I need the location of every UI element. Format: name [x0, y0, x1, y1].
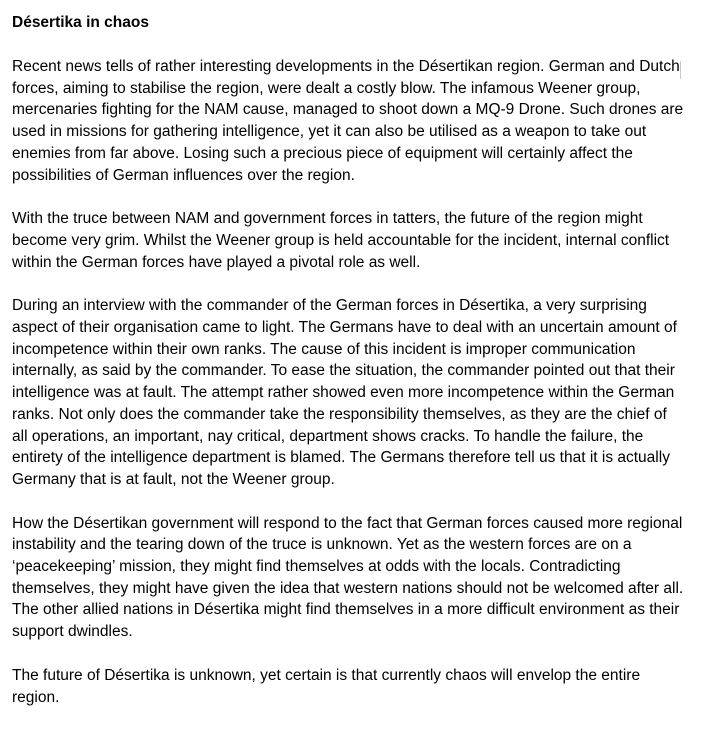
document-body	[12, 12, 684, 708]
paragraph-conclusion: The future of Désertika is unknown, yet certain is that currently chaos will envelop the entire region.	[12, 666, 641, 706]
paragraph-truce: With the truce between NAM and government forces in tatters, the future of the region might become very grim. Whilst the Weener group is held accountable for the incident, internal conflict within the German forces have played a pivotal role as well.	[12, 210, 670, 271]
paragraph-drone-incident: Recent news tells of rather interesting developments in the Désertikan region. German and Dutch forces, aiming to stabilise the region, were dealt a costly blow. The infamous Weener group, mercenaries fighting for the NAM cause, managed to shoot down a MQ-9 Drone. Such drones are used in missions for gathering intelligence, yet it can also be utilised as a weapon to take out enemies from far above. Losing such a precious piece of equipment will certainly affect the possibilities of German influences over the region.	[12, 58, 684, 184]
paragraph-government-response: How the Désertikan government will respond to the fact that German forces caused more regional instability and the tearing down of the truce is unknown. Yet as the western forces are on a ‘peacekeeping’ mission, they might find themselves at odds with the locals. Contradicting themselves, they might have given the idea that western nations should not be welcomed after all. The other allied nations in Désertika might find themselves in a more difficult environment as their support dwindles.	[12, 514, 684, 641]
text-cursor-mark	[680, 61, 681, 79]
article-title: Désertika in chaos	[12, 14, 149, 31]
paragraph-interview: During an interview with the commander of the German forces in Désertika, a very surprising aspect of their organisation came to light. The Germans have to deal with an uncertain amount of incompetence within their own ranks. The cause of this incident is improper communication internally, as said by the commander. To ease the situation, the commander pointed out that their intelligence was at fault. The attempt rather showed even more incompetence within the German ranks. Not only does the commander take the responsibility themselves, as they are the chief of all operations, an important, nay critical, department shows cracks. To handle the failure, the entirety of the intelligence department is blamed. The Germans therefore tell us that it is actually Germany that is at fault, not the Weener group.	[12, 297, 677, 488]
